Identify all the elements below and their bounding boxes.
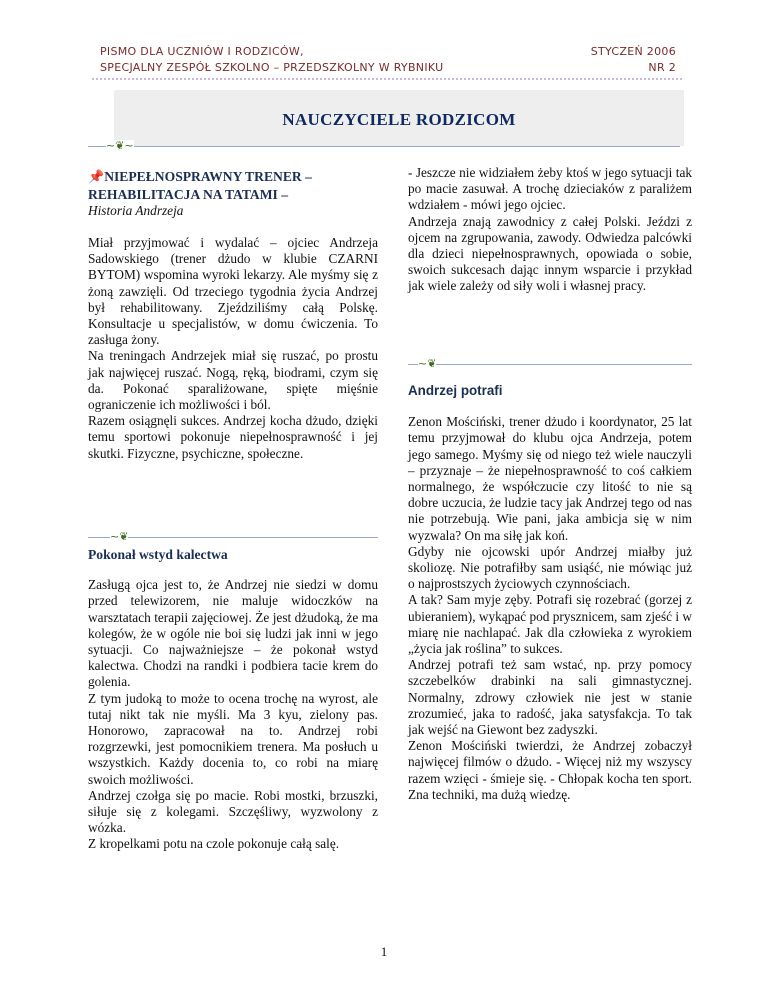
section-heading: Pokonał wstyd kalectwa xyxy=(88,547,228,562)
article-paragraph: Na treningach Andrzejek miał się ruszać, po prostu jak najwięcej ruszać. Nogą, ręką, biodrami, czym się da. Pokonać sparaliżowane, spięte mięśnie ograniczenie ich możliwości i ból. xyxy=(88,348,378,413)
article-heading-text: NIEPEŁNOSPRAWNY TRENER – REHABILITACJA NA TATAMI – xyxy=(88,169,312,202)
header-issue-number: NR 2 xyxy=(648,61,676,74)
article-subheading: Historia Andrzeja xyxy=(88,203,184,218)
vine-ornament-icon: ~❦ xyxy=(110,530,129,543)
vine-ornament-icon: ~❦~ xyxy=(106,139,134,152)
article-paragraph: Z tym judoką to może to ocena trochę na wyrost, ale tutaj nikt tak nie myśli. Ma 3 kyu, zielony pas. Honorowo, zapracował na to. Andrzej robi rozgrzewki, jest pomocnikiem trenera. Ma posłuch u wszystkich. Każdy docenia to, co robi na miarę swoich możliwości. xyxy=(88,690,378,787)
article-paragraph: Andrzej czołga się po macie. Robi mostki, brzuszki, siłuje się z kolegami. Szczęśliwy, wyzwolony z wózka. xyxy=(88,787,378,836)
pushpin-icon: 📌 xyxy=(88,170,105,185)
article-paragraph: Zasługą ojca jest to, że Andrzej nie siedzi w domu przed telewizorem, nie maluje widoczków na warsztatach terapii zajęciowej. Że jest dżudoką, że ma kolegów, że w ogóle nie boi się ludzi jak inni w jego sytuacji. Co najważniejsze – że pokonał wstyd kalectwa. Chodzi na randki i podbiera tacie krem do golenia. xyxy=(88,577,378,690)
right-column xyxy=(408,165,692,295)
section-divider xyxy=(88,537,378,538)
section-title: NAUCZYCIELE RODZICOM xyxy=(282,110,516,129)
left-column xyxy=(88,168,378,462)
section-heading: Andrzej potrafi xyxy=(408,383,503,398)
article-paragraph: Razem osiągnęli sukces. Andrzej kocha dżudo, dzięki temu sportowi pokonuje niepełnosprawność i jej skutki. Fizyczne, psychiczne, społeczne. xyxy=(88,413,378,461)
article-paragraph: Andrzeja znają zawodnicy z całej Polski. Jeździ z ojcem na zgrupowania, zawody. Odwiedza palcówki dla dzieci niepełnosprawnych, opowiada o sobie, swoich sukcesach dając innym wsparcie i przykład jak wiele zależy od siły woli i własnej pracy. xyxy=(408,213,692,294)
article-paragraph: Z kropelkami potu na czole pokonuje całą salę. xyxy=(88,836,340,852)
article-paragraph: Gdyby nie ojcowski upór Andrzej miałby już skoliozę. Nie potrafiłby sam usiąść, nie mówiąc już o najprostszych życiowych czynnościach. xyxy=(408,543,692,592)
title-divider xyxy=(88,146,680,147)
header-issue-date: STYCZEŃ 2006 xyxy=(590,45,676,58)
article-paragraph: Zenon Mościński twierdzi, że Andrzej zobaczył najwięcej filmów o dżudo. - Więcej niż my wszyscy razem wzięci - śmieje się. - Chłopak kocha ten sport. Zna techniki, ma dużą wiedzę. xyxy=(408,738,692,802)
header-publication-line1: PISMO DLA UCZNIÓW I RODZICÓW, xyxy=(100,45,304,58)
article-paragraph: - Jeszcze nie widziałem żeby ktoś w jego sytuacji tak po macie zasuwał. A trochę dzieciaków z paraliżem wdziałem - mówi jego ojciec. xyxy=(408,165,692,213)
article-paragraph: Zenon Mościński, trener dżudo i koordynator, 25 lat temu przyjmował do klubu ojca Andrzeja, potem jego samego. Myśmy się od niego też wiele nauczyli – przyznaje – że niepełnosprawność to coś całkiem normalnego, że współczucie czy litość to nie są dobre uczucia, że ludzie tacy jak Andrzej tego od nas nie potrzebują. Wie pani, jaka ambicja się w nim wyzwala? On ma siłę jak koń. xyxy=(408,414,692,543)
article-paragraph: A tak? Sam myje zęby. Potrafi się rozebrać (gorzej z ubieraniem), wykąpać pod prysznicem, sam zjeść i w miarę nie nachlapać. Jak dla człowieka z wyrokiem „życia jak roślina” to sukces. xyxy=(408,592,692,657)
right-column-section2 xyxy=(408,383,692,803)
article-paragraph: Miał przyjmować i wydalać – ojciec Andrzeja Sadowskiego (trener dżudo w klubie CZARNI BYTOM) wspomina wyroki lekarzy. Ale myśmy się z żoną zawzięli. Od trzeciego tygodnia życia Andrzej był rehabilitowany. Zjeździliśmy całą Polskę. Konsultacje u specjalistów, w domu ćwiczenia. To zasługa żony. xyxy=(88,235,378,348)
header-publication-line2: SPECJALNY ZESPÓŁ SZKOLNO – PRZEDSZKOLNY W RYBNIKU xyxy=(100,61,444,74)
header-issue xyxy=(591,44,676,76)
page-number: 1 xyxy=(380,944,388,959)
article-paragraph: Andrzej potrafi też sam wstać, np. przy pomocy szczebelków drabinki na sali gimnastycznej. Normalny, zdrowy człowiek nie jest w stanie zrozumieć, jaka to radość, jaka satysfakcja. To tak jak wejść na Giewont bez zadyszki. xyxy=(408,657,692,738)
header-publication xyxy=(100,44,443,76)
left-column-section2 xyxy=(88,547,378,853)
vine-ornament-icon: ~❦ xyxy=(418,357,437,370)
article-heading xyxy=(88,168,378,203)
header-dotted-divider xyxy=(92,78,682,80)
section-divider xyxy=(408,364,692,365)
